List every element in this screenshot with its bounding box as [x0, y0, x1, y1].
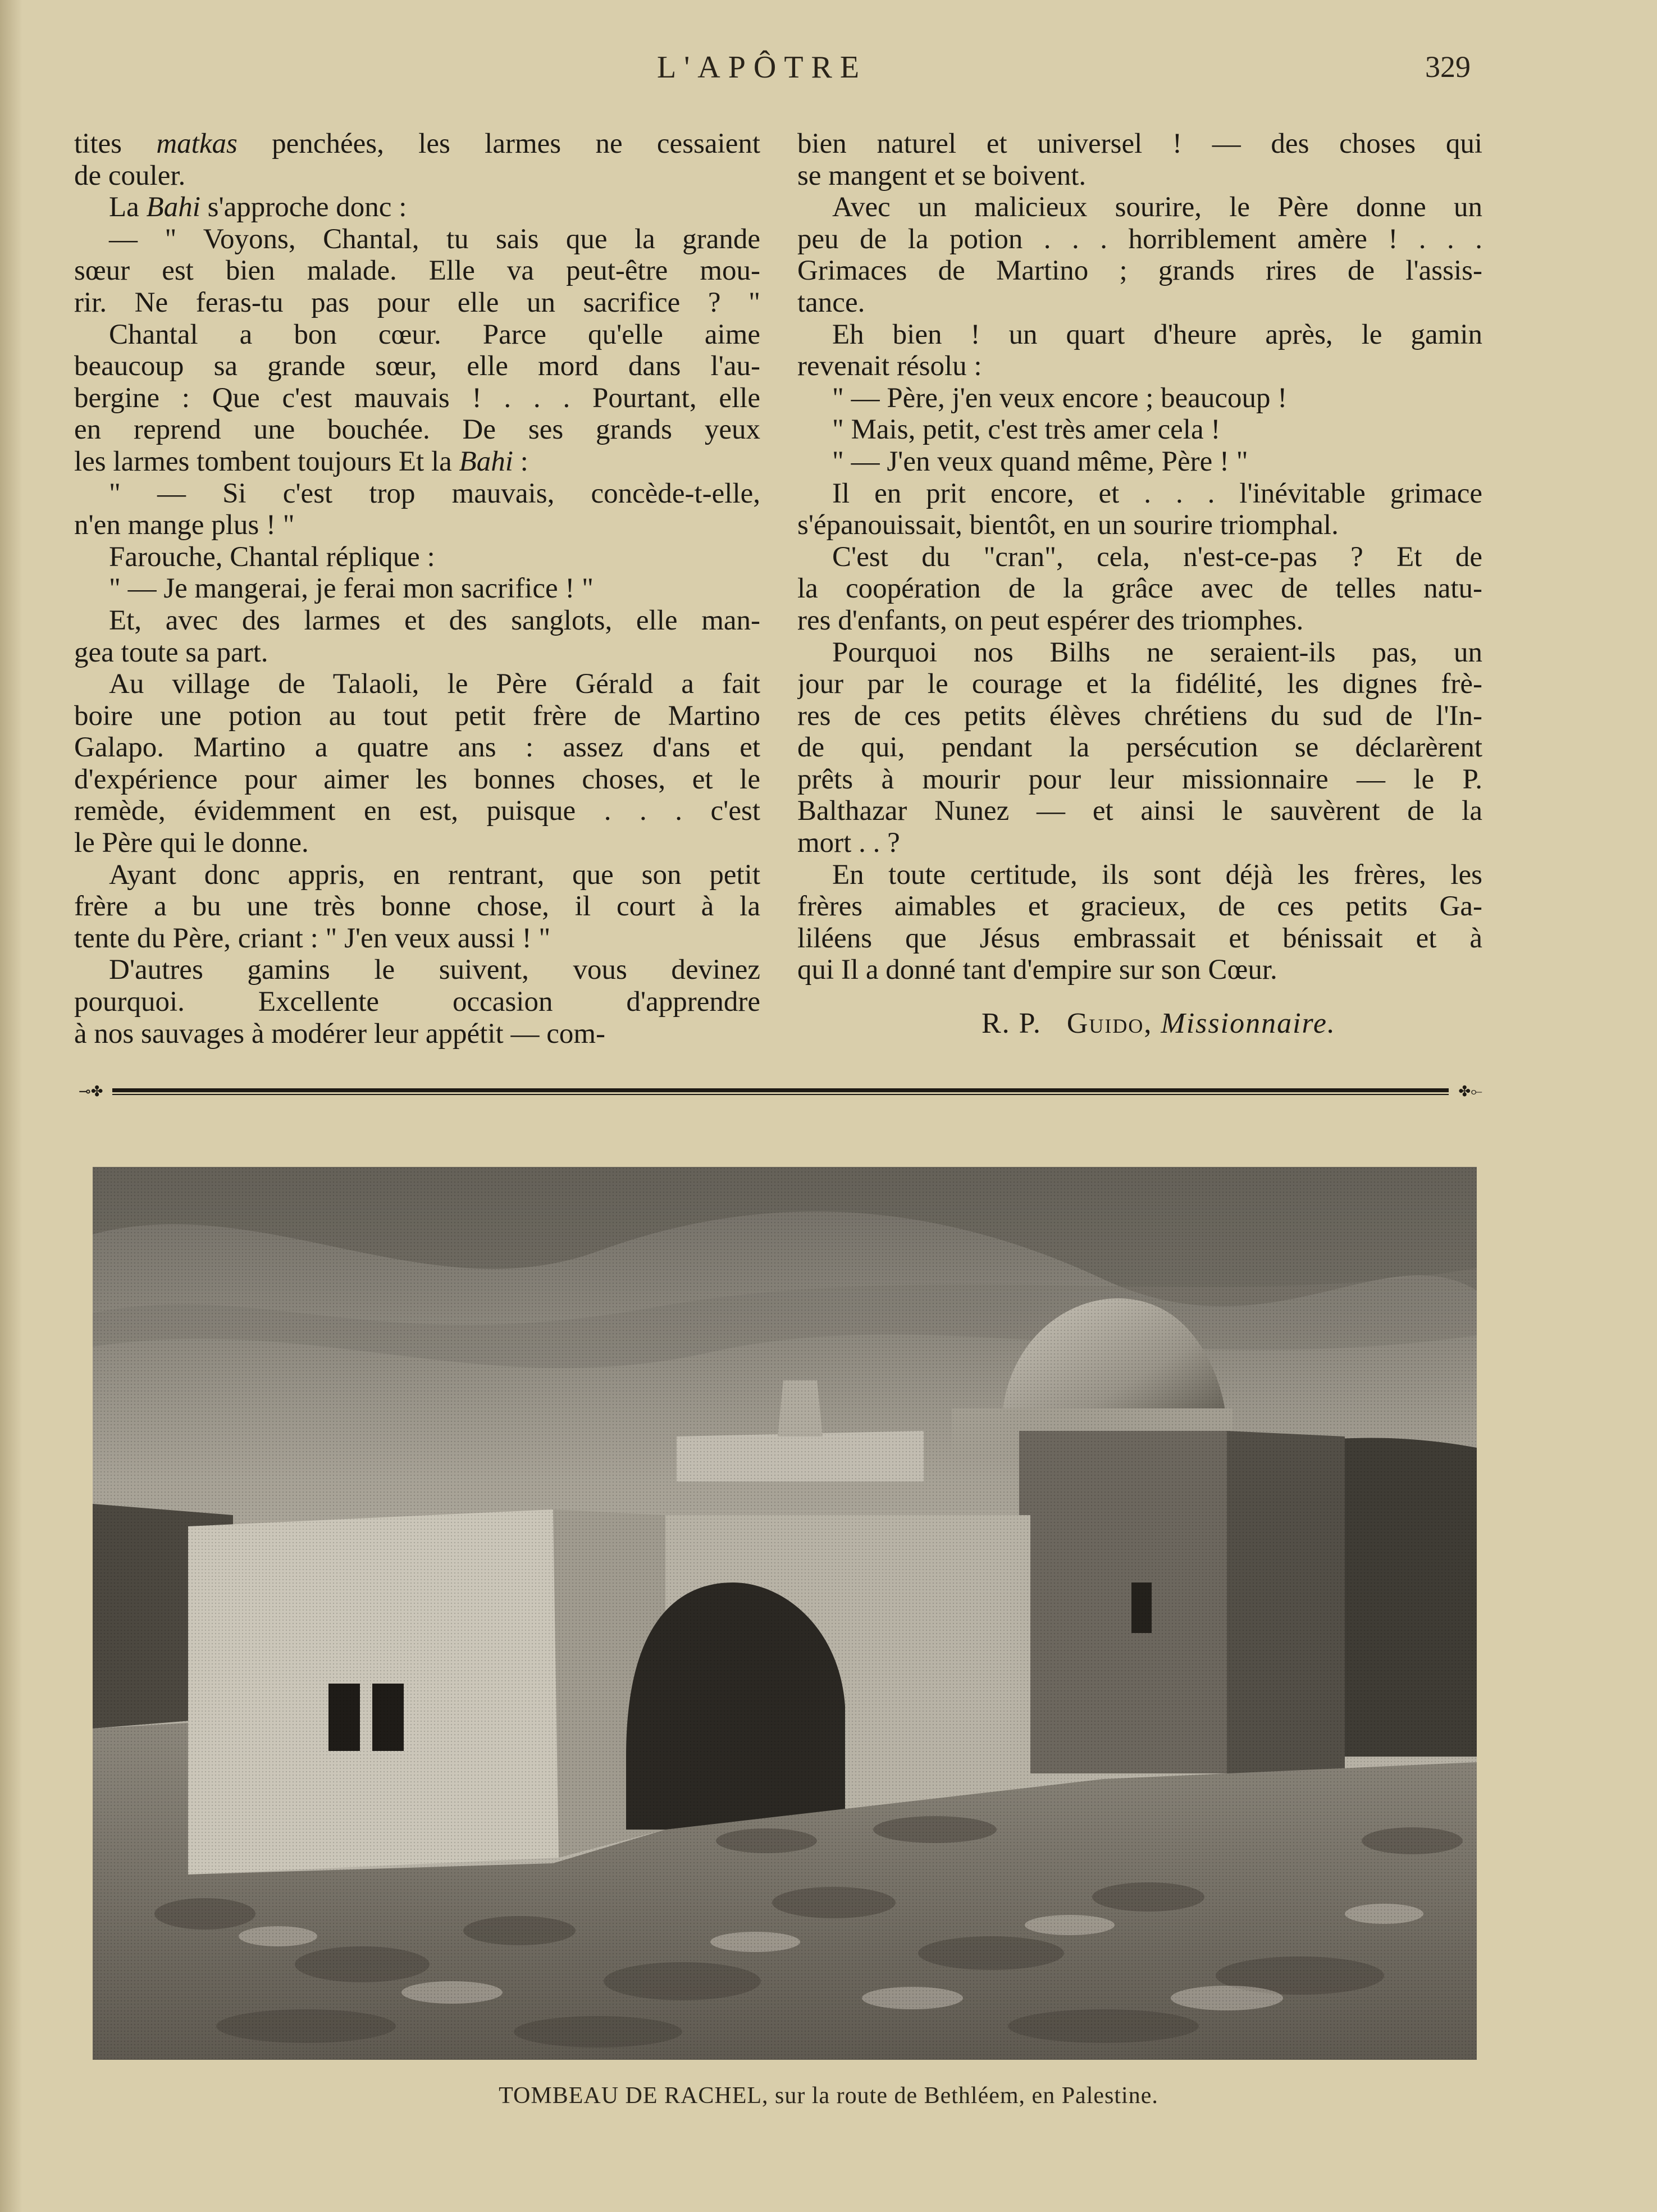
- text-line: mort . . ?: [797, 827, 900, 859]
- italic-term: matkas: [156, 128, 238, 159]
- text-line: res de ces petits élèves chrétiens du sud de l'In-: [797, 700, 1482, 732]
- text-line: sœur est bien malade. Elle va peut-être mou-: [74, 255, 760, 287]
- text-line: Ayant donc appris, en rentrant, que son petit: [109, 859, 760, 891]
- text-line: La Bahi s'approche donc :: [109, 191, 407, 224]
- text-line: Pourquoi nos Bilhs ne seraient-ils pas, un: [832, 636, 1482, 668]
- signature-name: Guido,: [1066, 1007, 1153, 1039]
- text-line: de qui, pendant la persécution se déclarèrent: [797, 732, 1482, 764]
- text-line: Eh bien ! un quart d'heure après, le gamin: [832, 318, 1482, 350]
- signature-role: Missionnaire.: [1161, 1007, 1336, 1039]
- photo-caption: [0, 2082, 1657, 2109]
- text-line: bergine : Que c'est mauvais ! . . . Pourtant, elle: [74, 382, 760, 414]
- text-line: Balthazar Nunez — et ainsi le sauvèrent de la: [797, 795, 1482, 827]
- page-edge-shadow: [0, 0, 22, 2212]
- text-line: en reprend une bouchée. De ses grands yeux: [74, 414, 760, 446]
- text-line: " — Si c'est trop mauvais, concède-t-elle,: [109, 477, 760, 509]
- text-line: n'en mange plus ! ": [74, 509, 295, 541]
- text-line: Galapo. Martino a quatre ans : assez d'ans et: [74, 732, 760, 764]
- text-line: Il en prit encore, et . . . l'inévitable grimace: [832, 477, 1482, 509]
- ornamental-rule: [79, 1084, 1482, 1100]
- text-line: le Père qui le donne.: [74, 827, 309, 859]
- text-line: la coopération de la grâce avec de telles natu-: [797, 573, 1482, 605]
- text-line: beaucoup sa grande sœur, elle mord dans l'au-: [74, 350, 760, 382]
- page-number: 329: [1425, 50, 1471, 84]
- text-line: Grimaces de Martino ; grands rires de l'assis-: [797, 255, 1482, 287]
- text-line: de couler.: [74, 159, 186, 191]
- rule-thin-bar: [112, 1094, 1449, 1095]
- rule-ornament-right-icon: ✤⟜: [1458, 1083, 1482, 1100]
- text-line: res d'enfants, on peut espérer des triomphes.: [797, 604, 1304, 636]
- text-line: tites matkas penchées, les larmes ne cessaient: [74, 128, 760, 159]
- text-line: tance.: [797, 286, 865, 318]
- text-line: revenait résolu :: [797, 350, 982, 382]
- text-line: — " Voyons, Chantal, tu sais que la grande: [109, 223, 760, 255]
- text-line: d'expérience pour aimer les bonnes choses, et le: [74, 763, 760, 795]
- text-line: peu de la potion . . . horriblement amère ! . . .: [797, 223, 1482, 255]
- text-line: jour par le courage et la fidélité, les dignes frè-: [797, 668, 1482, 700]
- text-line: Farouche, Chantal réplique :: [109, 541, 435, 573]
- text-line: D'autres gamins le suivent, vous devinez: [109, 954, 760, 986]
- text-line: tente du Père, criant : " J'en veux aussi ! ": [74, 922, 551, 954]
- text-line: " — Je mangerai, je ferai mon sacrifice ! ": [109, 573, 594, 605]
- italic-term: Bahi: [459, 445, 513, 477]
- text-line: " — Père, j'en veux encore ; beaucoup !: [832, 382, 1288, 414]
- text-line: prêts à mourir pour leur missionnaire — le P.: [797, 763, 1482, 795]
- text-line: Au village de Talaoli, le Père Gérald a fait: [109, 668, 760, 700]
- italic-term: Bahi: [146, 191, 200, 224]
- rule-ornament-left-icon: ⊸✤: [79, 1083, 103, 1100]
- text-line: Avec un malicieux sourire, le Père donne un: [832, 191, 1482, 224]
- text-line: gea toute sa part.: [74, 636, 268, 668]
- caption-title: TOMBEAU DE RACHEL,: [499, 2083, 769, 2109]
- text-line: pourquoi. Excellente occasion d'apprendre: [74, 986, 760, 1018]
- text-line: bien naturel et universel ! — des choses qui: [797, 128, 1482, 159]
- text-line: qui Il a donné tant d'empire sur son Cœur.: [797, 954, 1277, 986]
- text-line: s'épanouissait, bientôt, en un sourire triomphal.: [797, 509, 1339, 541]
- text-line: C'est du "cran", cela, n'est-ce-pas ? Et de: [832, 541, 1482, 573]
- text-line: se mangent et se boivent.: [797, 159, 1087, 191]
- text-line: les larmes tombent toujours Et la Bahi :: [74, 445, 528, 477]
- signature-initials: R. P.: [982, 1007, 1042, 1039]
- text-line: " Mais, petit, c'est très amer cela !: [832, 414, 1221, 446]
- caption-description: sur la route de Bethléem, en Palestine.: [775, 2083, 1158, 2109]
- text-line: rir. Ne feras-tu pas pour elle un sacrifice ? ": [74, 286, 760, 318]
- text-line: En toute certitude, ils sont déjà les frères, les: [832, 859, 1482, 891]
- text-line: frère a bu une très bonne chose, il court à la: [74, 891, 760, 923]
- photo-illustration: [93, 1167, 1477, 2060]
- text-line: " — J'en veux quand même, Père ! ": [832, 445, 1248, 477]
- right-text-column: [797, 128, 1482, 986]
- author-signature: [982, 1007, 1336, 1040]
- running-title: L'APÔTRE: [657, 50, 868, 85]
- text-line: boire une potion au tout petit frère de Martino: [74, 700, 760, 732]
- text-line: Chantal a bon cœur. Parce qu'elle aime: [109, 318, 760, 350]
- text-line: Et, avec des larmes et des sanglots, elle man-: [109, 604, 760, 636]
- text-line: liléens que Jésus embrassait et bénissait et à: [797, 922, 1482, 954]
- text-line: à nos sauvages à modérer leur appétit — com-: [74, 1018, 605, 1050]
- rule-thick-bar: [112, 1088, 1449, 1092]
- photograph-tombeau: [93, 1167, 1477, 2060]
- left-text-column: [74, 128, 760, 1050]
- text-line: remède, évidemment en est, puisque . . . c'est: [74, 795, 760, 827]
- text-line: frères aimables et gracieux, de ces petits Ga-: [797, 891, 1482, 923]
